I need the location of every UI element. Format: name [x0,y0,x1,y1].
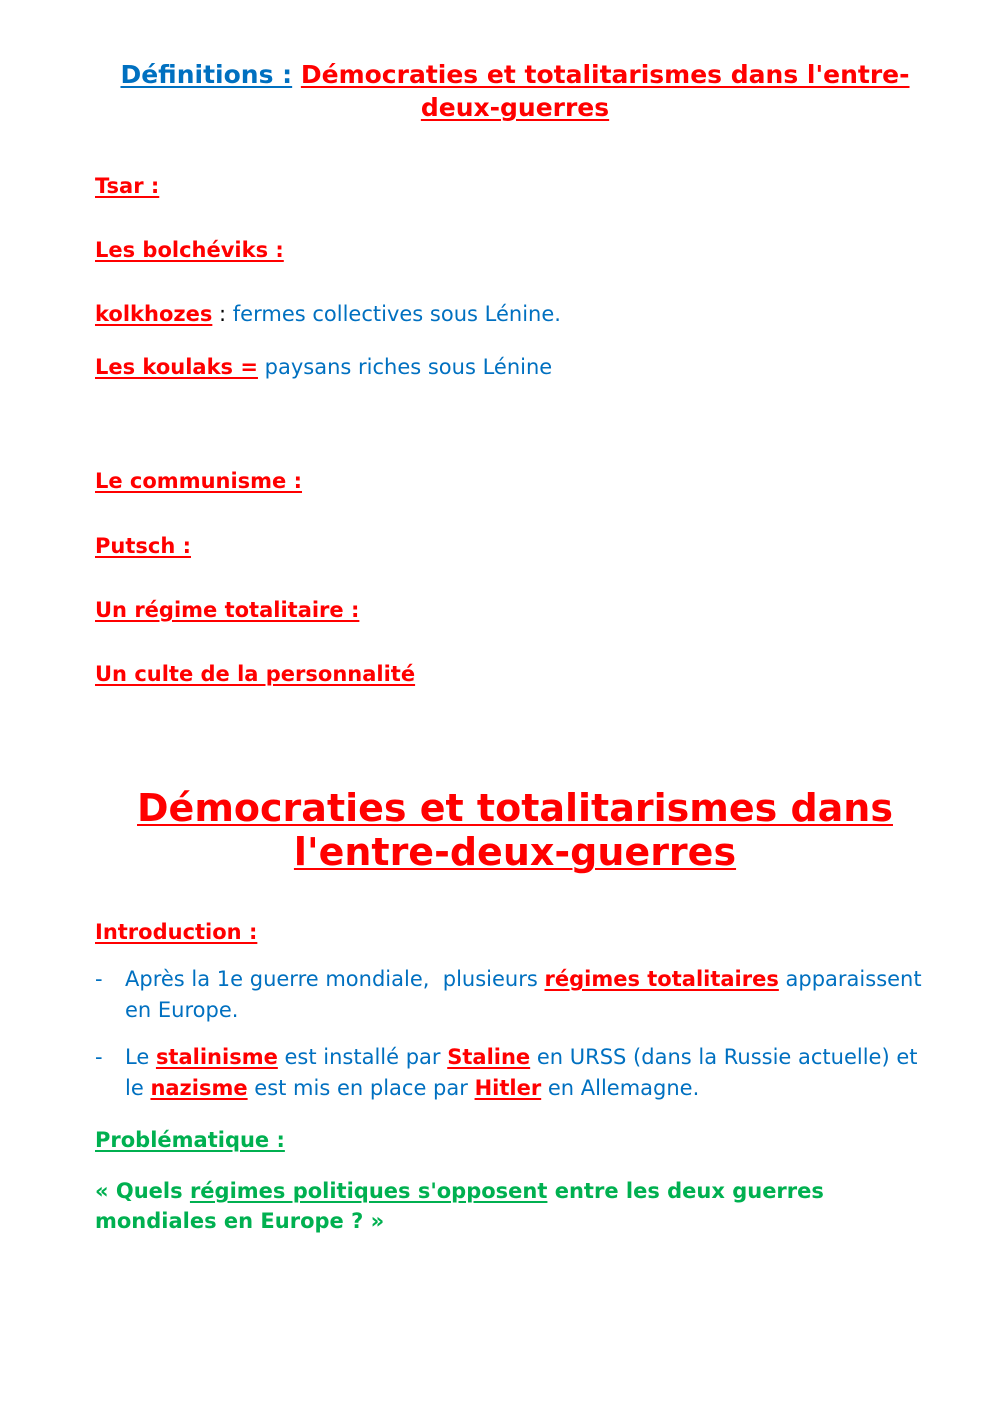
intro-bullet-2 [95,1042,935,1104]
problematique-question [95,1176,935,1236]
bullet1-text-after: apparaissent en Europe. [125,967,922,1022]
problematique-heading: Problématique : [95,1128,285,1152]
term-regime-totalitaire: Un régime totalitaire : [95,598,360,622]
question-underlined: régimes politiques s'opposent [189,1179,548,1203]
def-kolkhozes [95,302,561,327]
term-bolcheviks: Les bolchéviks : [95,238,284,262]
koulaks-definition: paysans riches sous Lénine [257,355,553,379]
lesson-title: Démocraties et totalitarismes dans l'entre-deux-guerres [137,786,893,874]
term-tsar: Tsar : [95,174,160,198]
keyword-hitler: Hitler [474,1076,542,1100]
term-communisme: Le communisme : [95,469,303,493]
question-close: entre les deux guerres mondiales en Europe ? » [95,1179,824,1233]
keyword-nazisme: nazisme [150,1076,248,1100]
definitions-title: Démocraties et totalitarismes dans l'entre-deux-guerres [300,60,910,122]
question-open: « Quels [95,1179,190,1203]
bullet1-text-before: Après la 1e guerre mondiale, plusieurs [125,967,545,991]
bullet2-text-5: en Allemagne. [541,1076,700,1100]
bullet2-text-1: Le [125,1045,156,1069]
bullet2-text-2: est installé par [277,1045,448,1069]
introduction-heading: Introduction : [95,920,258,944]
keyword-stalinisme: stalinisme [155,1045,278,1069]
keyword-staline: Staline [447,1045,531,1069]
bullet-dash: - [95,967,103,991]
kolkhozes-separator: : [212,302,233,326]
intro-bullet-1 [95,964,935,1026]
def-koulaks [95,355,552,380]
bullet2-text-3: en URSS (dans la Russie actuelle) et le [125,1045,918,1100]
term-culte-personnalite: Un culte de la personnalité [95,662,416,686]
term-koulaks: Les koulaks = [95,355,258,379]
term-kolkhozes: kolkhozes [95,302,213,326]
kolkhozes-definition: fermes collectives sous Lénine. [232,302,561,326]
bullet-dash: - [95,1045,103,1069]
term-putsch: Putsch : [95,534,191,558]
bullet2-text-4: est mis en place par [247,1076,475,1100]
keyword-regimes-totalitaires: régimes totalitaires [544,967,779,991]
definitions-heading [95,58,935,124]
definitions-label: Définitions : [120,60,293,89]
